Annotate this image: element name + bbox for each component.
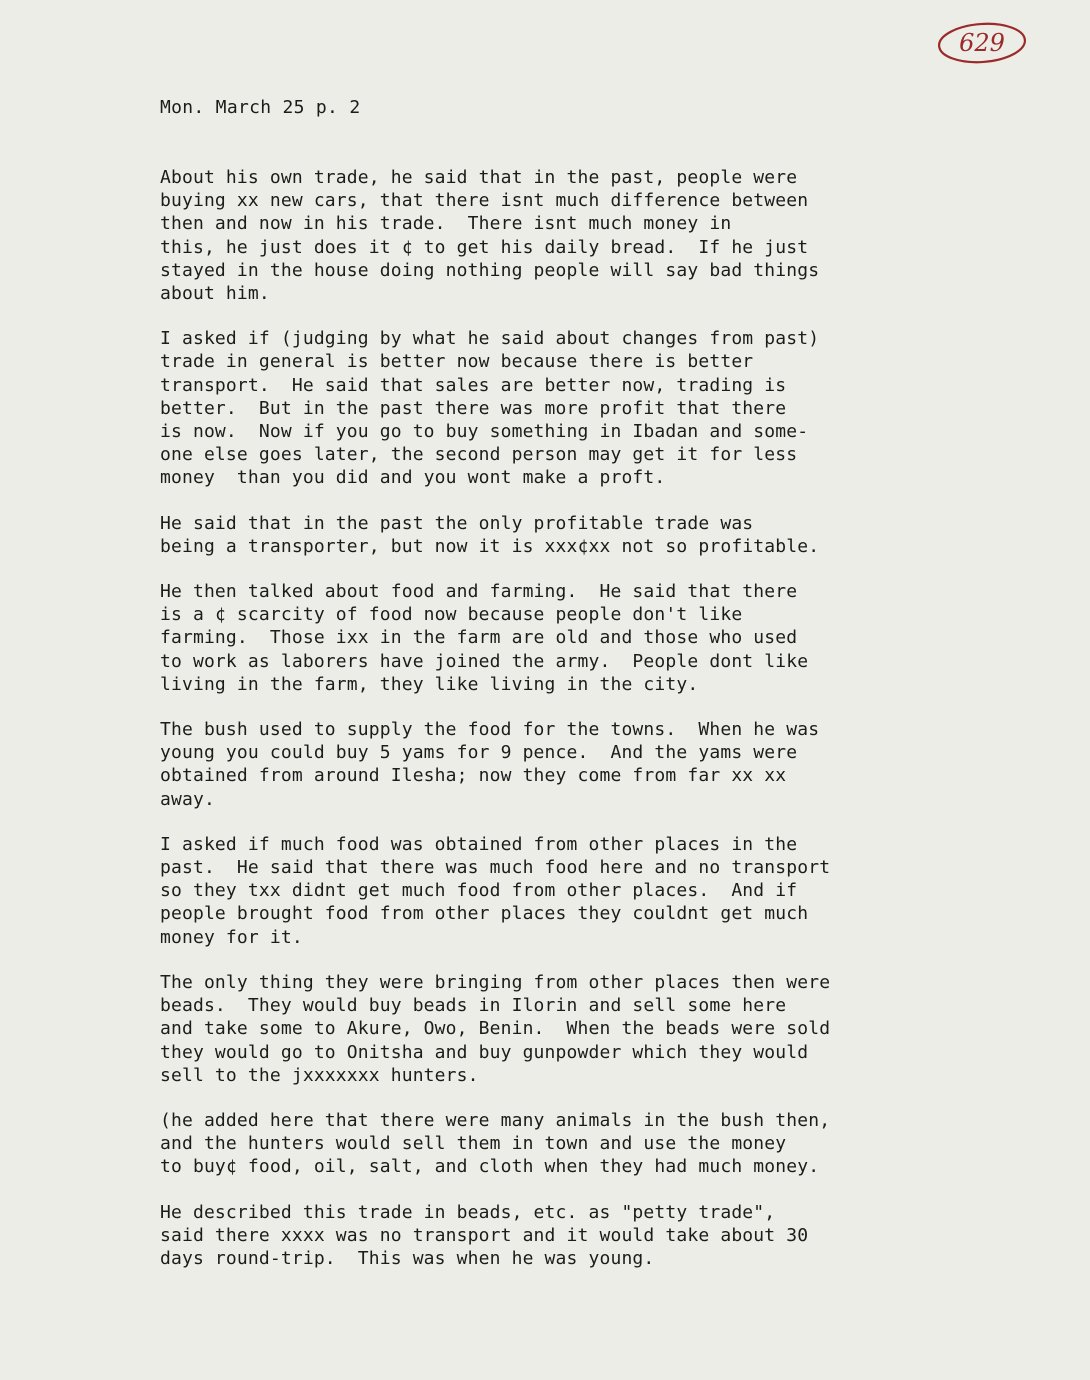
- text-line: About his own trade, he said that in the past, people were: [160, 167, 798, 188]
- text-line: being a transporter, but now it is xxx¢xx not so profitable.: [160, 535, 820, 557]
- text-line: is a ¢ scarcity of food now because people don't like: [160, 604, 743, 626]
- text-line: farming. Those ixx in the farm are old and those who used: [160, 627, 798, 649]
- text-line: about him.: [160, 283, 270, 305]
- text-line: past. He said that there was much food here and no transport: [160, 857, 831, 879]
- paragraph-food-farming: [160, 580, 1040, 696]
- paragraph-hunters: [160, 1109, 1040, 1179]
- text-line: The only thing they were bringing from other places then were: [160, 971, 831, 993]
- text-line: and the hunters would sell them in town and use the money: [160, 1133, 787, 1155]
- paragraph-beads: [160, 971, 1040, 1087]
- page-number-stamp: [936, 20, 1028, 66]
- document-body: [160, 166, 1040, 1292]
- paragraph-food-from-other-places: [160, 833, 1040, 949]
- text-line: obtained from around Ilesha; now they come from far xx xx: [160, 765, 787, 787]
- text-line: to buy¢ food, oil, salt, and cloth when they had much money.: [160, 1156, 820, 1178]
- text-line: and take some to Akure, Owo, Benin. When the beads were sold: [160, 1018, 831, 1040]
- text-line: (he added here that there were many animals in the bush then,: [160, 1109, 831, 1131]
- text-line: sell to the jxxxxxxx hunters.: [160, 1064, 479, 1086]
- text-line: people brought food from other places they couldnt get much: [160, 903, 809, 925]
- text-line: money than you did and you wont make a proft.: [160, 467, 666, 489]
- text-line: stayed in the house doing nothing people will say bad things: [160, 259, 820, 281]
- text-line: money for it.: [160, 926, 303, 948]
- text-line: I asked if (judging by what he said about changes from past): [160, 328, 820, 350]
- text-line: transport. He said that sales are better now, trading is: [160, 374, 787, 396]
- page-number-text: 629: [959, 29, 1005, 57]
- text-line: then and now in his trade. There isnt much money in: [160, 213, 732, 235]
- text-line: He said that in the past the only profitable trade was: [160, 512, 754, 534]
- page-number-circle-icon: [936, 20, 1028, 66]
- paragraph-petty-trade: [160, 1201, 1040, 1271]
- text-line: beads. They would buy beads in Ilorin and sell some here: [160, 995, 787, 1017]
- text-line: He described this trade in beads, etc. as "petty trade",: [160, 1201, 776, 1223]
- text-line: is now. Now if you go to buy something in Ibadan and some-: [160, 421, 809, 443]
- text-line: living in the farm, they like living in the city.: [160, 673, 699, 695]
- text-line: away.: [160, 788, 215, 810]
- text-line: better. But in the past there was more profit that there: [160, 397, 787, 419]
- text-line: days round-trip. This was when he was young.: [160, 1247, 655, 1269]
- text-line: trade in general is better now because there is better: [160, 351, 754, 373]
- text-line: they would go to Onitsha and buy gunpowder which they would: [160, 1041, 809, 1063]
- text-line: I asked if much food was obtained from other places in the: [160, 833, 798, 855]
- text-line: buying xx new cars, that there isnt much difference between: [160, 190, 809, 212]
- text-line: The bush used to supply the food for the towns. When he was: [160, 719, 820, 741]
- document-header: Mon. March 25 p. 2: [160, 97, 361, 118]
- text-line: young you could buy 5 yams for 9 pence. And the yams were: [160, 742, 798, 764]
- paragraph-bush-supply: [160, 718, 1040, 811]
- text-line: to work as laborers have joined the army. People dont like: [160, 650, 809, 672]
- text-line: so they txx didnt get much food from other places. And if: [160, 880, 798, 902]
- text-line: this, he just does it ¢ to get his daily bread. If he just: [160, 236, 809, 258]
- text-line: one else goes later, the second person may get it for less: [160, 444, 798, 466]
- paragraph-transporter: [160, 512, 1040, 558]
- text-line: He then talked about food and farming. He said that there: [160, 581, 798, 603]
- paragraph-trade-general: [160, 327, 1040, 489]
- paragraph-own-trade: [160, 166, 1040, 305]
- text-line: said there xxxx was no transport and it would take about 30: [160, 1224, 809, 1246]
